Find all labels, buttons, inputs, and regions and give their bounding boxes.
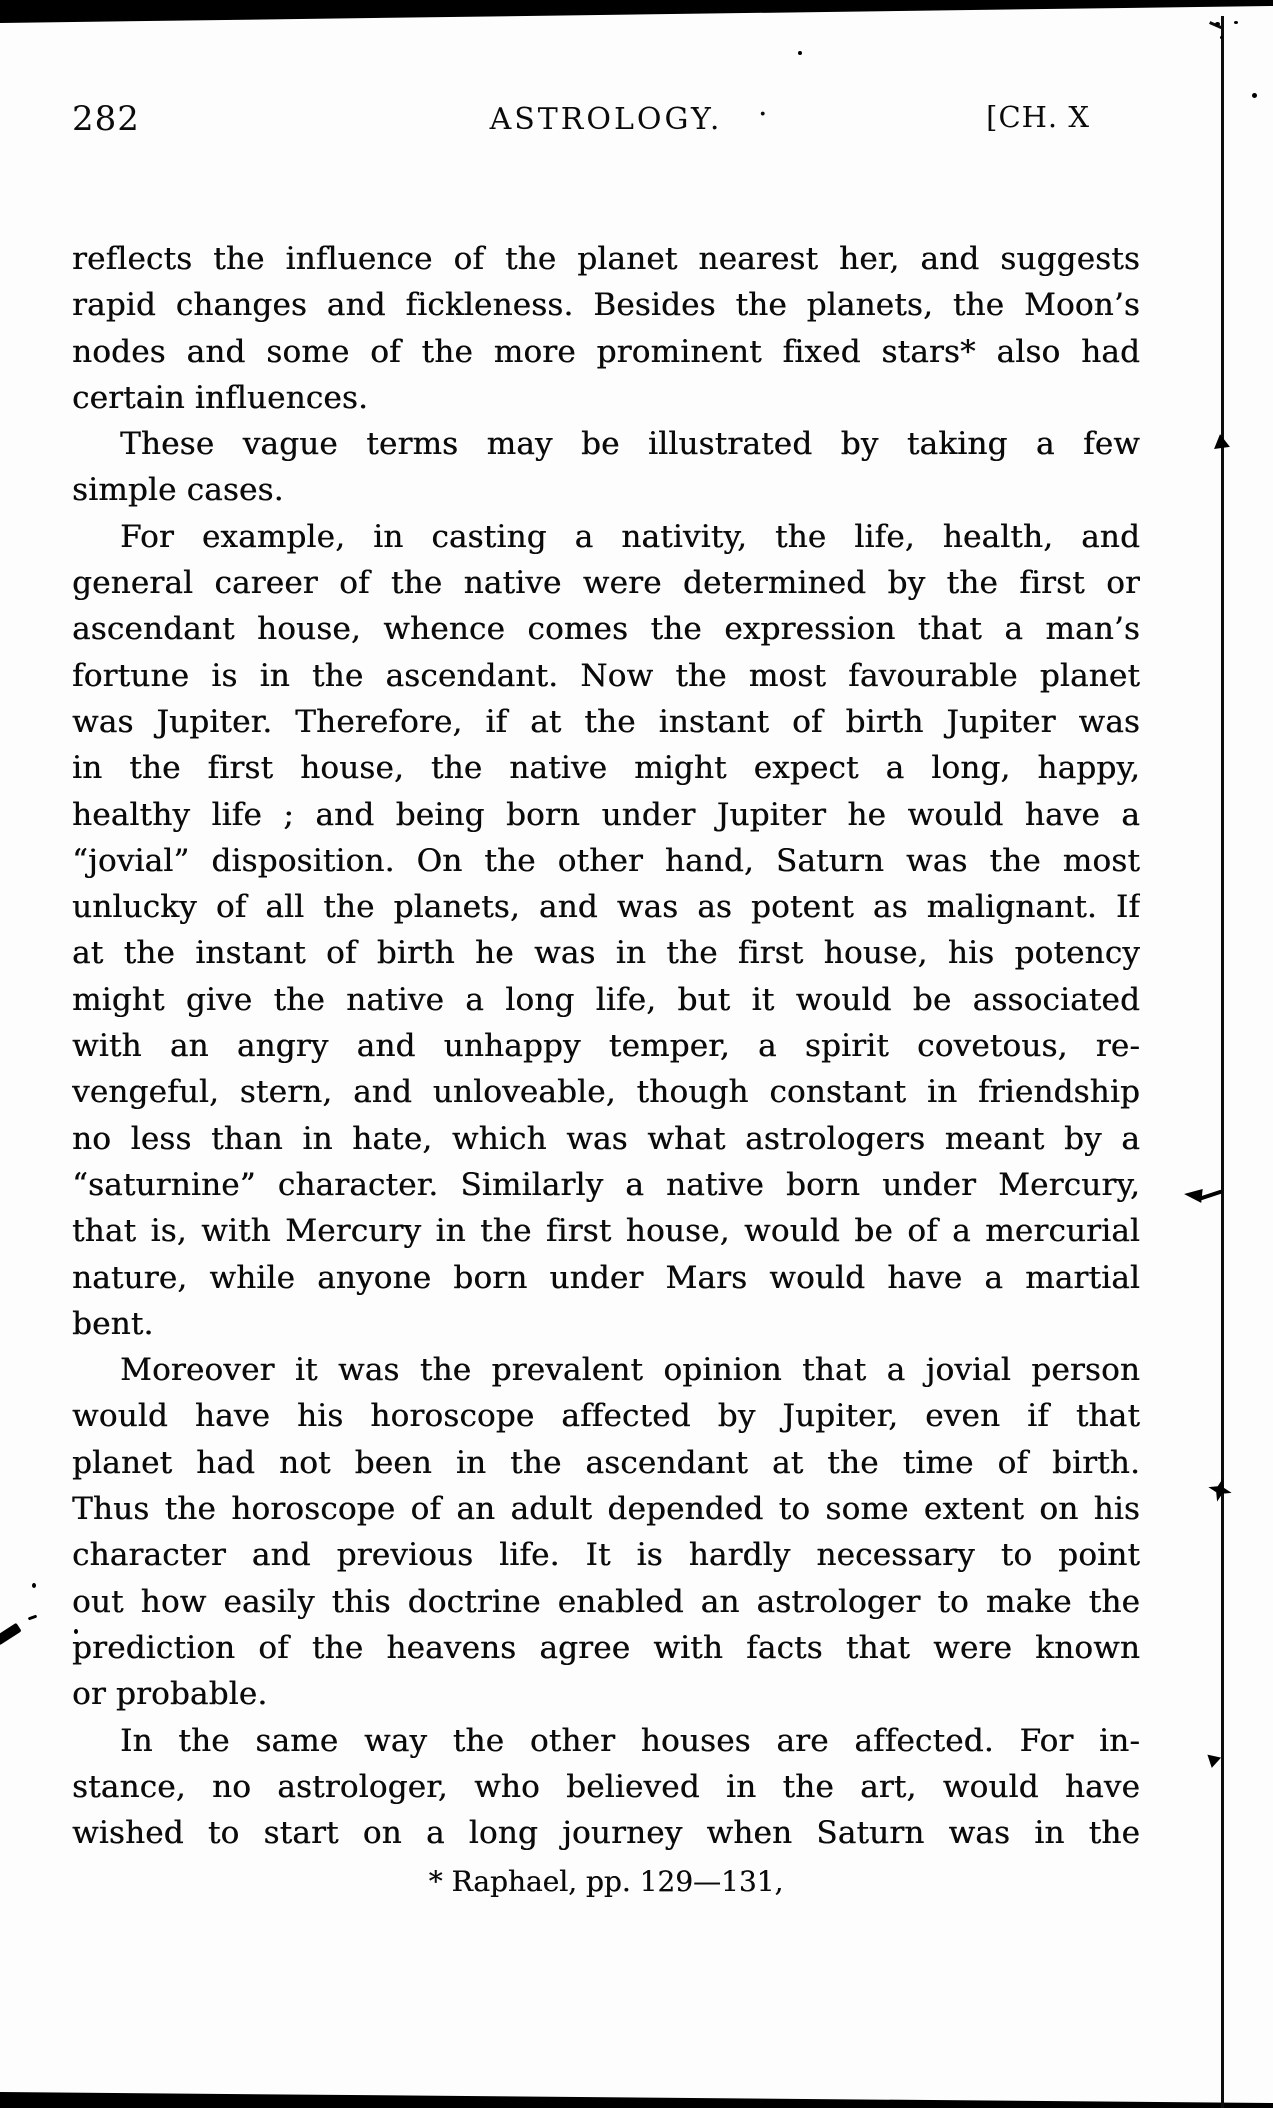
text-line: ascendant house, whence comes the expression that a man’s (72, 611, 1140, 648)
body-text (72, 236, 1140, 1856)
text-line: For example, in casting a nativity, the life, health, and (120, 518, 1140, 555)
running-title: ASTROLOGY. (489, 102, 723, 137)
text-line: prediction of the heavens agree with facts that were known (72, 1629, 1140, 1666)
text-line: bent. (72, 1305, 154, 1342)
text-line: character and previous life. It is hardly necessary to point (72, 1537, 1140, 1574)
text-line: simple cases. (72, 472, 284, 509)
ink-speck (28, 1615, 37, 1621)
footnote: * Raphael, pp. 129—131, (428, 1865, 784, 1898)
margin-arrow-left-mark (1183, 1187, 1202, 1203)
text-line: healthy life ; and being born under Jupiter he would have a (72, 796, 1140, 833)
text-line: with an angry and unhappy temper, a spirit covetous, re- (72, 1028, 1140, 1065)
page-edge-line (1221, 16, 1224, 2108)
ink-speck (798, 51, 802, 55)
text-line: might give the native a long life, but it would be associated (72, 981, 1140, 1018)
text-line: general career of the native were determined by the first or (72, 565, 1140, 602)
text-line: These vague terms may be illustrated by taking a few (120, 426, 1140, 463)
margin-pen-stroke-mark (0, 1623, 22, 1646)
scan-edge-top (0, 0, 1273, 24)
page-header (72, 99, 1140, 139)
text-line: in the first house, the native might expect a long, happy, (72, 750, 1140, 787)
text-line: out how easily this doctrine enabled an astrologer to make the (72, 1583, 1140, 1620)
header-separator-dot: · (758, 97, 768, 132)
text-line: Thus the horoscope of an adult depended to some extent on his (72, 1491, 1140, 1528)
text-line: fortune is in the ascendant. Now the most favourable planet (72, 657, 1140, 694)
text-line: reflects the influence of the planet nearest her, and suggests (72, 241, 1140, 277)
margin-arrow-left-tail (1199, 1189, 1223, 1200)
margin-arrow-up-mark (1212, 433, 1230, 449)
chapter-mark: [CH. X (986, 100, 1090, 134)
text-line: certain influences. (72, 379, 369, 416)
text-line: nature, while anyone born under Mars would have a martial (72, 1259, 1140, 1296)
text-line: In the same way the other houses are affected. For in- (120, 1722, 1140, 1759)
ink-speck (32, 1583, 36, 1588)
ink-speck (1215, 22, 1220, 26)
text-line: vengeful, stern, and unloveable, though constant in friendship (72, 1074, 1140, 1111)
text-line: at the instant of birth he was in the first house, his potency (72, 935, 1140, 972)
page-number: 282 (72, 99, 140, 139)
text-line: nodes and some of the more prominent fixed stars* also had (72, 333, 1140, 370)
text-line: unlucky of all the planets, and was as potent as malignant. If (72, 889, 1140, 926)
ink-speck (1234, 21, 1238, 24)
text-line: wished to start on a long journey when Saturn was in the (72, 1815, 1140, 1852)
margin-arrow-down-mark (1205, 1755, 1221, 1770)
text-line: was Jupiter. Therefore, if at the instant of birth Jupiter was (72, 703, 1140, 740)
text-line: rapid changes and fickleness. Besides the planets, the Moon’s (72, 287, 1140, 324)
text-line: stance, no astrologer, who believed in the art, would have (72, 1768, 1140, 1805)
margin-star-mark (1205, 1475, 1234, 1504)
text-line: “jovial” disposition. On the other hand, Saturn was the most (72, 842, 1140, 879)
text-line: “saturnine” character. Similarly a native born under Mercury, (72, 1166, 1140, 1203)
text-line: or probable. (72, 1676, 268, 1713)
ink-speck (1220, 36, 1223, 39)
text-line: Moreover it was the prevalent opinion that a jovial person (120, 1352, 1140, 1389)
text-line: no less than in hate, which was what astrologers meant by a (72, 1120, 1140, 1157)
text-line: planet had not been in the ascendant at the time of birth. (72, 1444, 1140, 1481)
ink-speck (1252, 93, 1257, 98)
text-line: that is, with Mercury in the first house, would be of a mercurial (72, 1213, 1140, 1250)
text-line: would have his horoscope affected by Jupiter, even if that (72, 1398, 1140, 1435)
scan-edge-bottom (0, 2090, 1273, 2108)
